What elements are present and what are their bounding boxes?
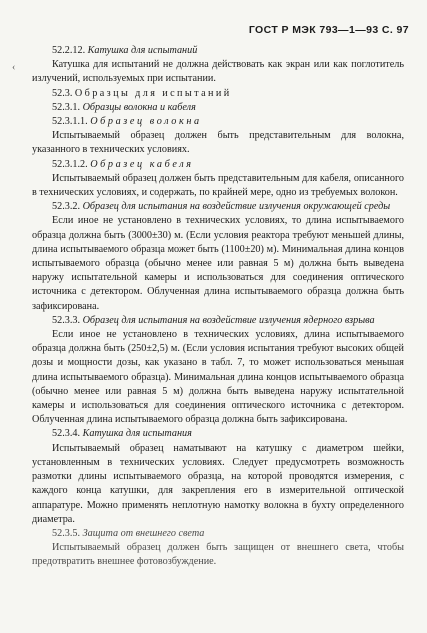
section-number: 52.3.1.2. <box>52 158 88 170</box>
document-body <box>32 44 404 570</box>
section-heading-52-3-1-1 <box>32 115 404 129</box>
section-title: Защита от внешнего света <box>82 527 205 539</box>
section-title: Образец для испытания на воздействие излучения окружающей среды <box>82 201 391 213</box>
section-title: Образец волокна <box>90 116 202 128</box>
margin-mark: ‹ <box>12 62 16 73</box>
paragraph: Если иное не установлено в технических условиях, длина испытываемого образца должна быть (250±2,5) м. (Если условия испытания требуют высоких общей дозы и мощности дозы, как указано в табл. 7, то может использоваться меньшая длина испытываемого образца). Минимальная длина концов испытываемого образца (обычно менее или равная 5 м) должна быть выведена наружу испытательной камеры и использоваться для соединения оптического источника с детектором. Облученная длина испытываемого образца должна быть зафиксирована. <box>32 329 404 426</box>
section-heading-52-3 <box>32 87 404 101</box>
section-heading-52-3-3 <box>32 314 404 328</box>
paragraph: Испытываемый образец должен быть представительным для кабеля, описанного в технических условиях, и содержать, по крайней мере, одно из требуемых волокон. <box>32 172 404 199</box>
paragraph: Испытываемый образец должен быть защищен от внешнего света, чтобы предотвратить внешнее фотовозбуждение. <box>32 542 404 568</box>
section-number: 52.3.5. <box>52 527 81 539</box>
section-title: Катушка для испытания <box>82 428 192 440</box>
section-heading-52-3-1-2 <box>32 158 404 172</box>
paragraph: Испытываемый образец наматывают на катушку с диаметром шейки, установленным в технических условиях. Следует предусмотреть возможность размотки длины испытываемого образца, на которой проводятся измерения, с каждого конца катушки, для закрепления его в измерительной оптической аппаратуре. Можно применять неплотную намотку волокна в бухту определенного диаметра. <box>32 442 404 525</box>
section-heading-52-3-1 <box>32 101 404 115</box>
section-number: 52.3. <box>52 87 73 99</box>
section-number: 52.3.4. <box>52 428 81 440</box>
section-title: Образцы волокна и кабеля <box>82 101 196 113</box>
section-title: Образец для испытания на воздействие излучения ядерного взрыва <box>82 314 375 326</box>
section-number: 52.2.12. <box>52 45 86 56</box>
section-title: Образец кабеля <box>90 158 194 170</box>
section-number: 52.3.1.1. <box>52 116 88 128</box>
section-heading-52-3-4 <box>32 427 404 441</box>
section-number: 52.3.1. <box>52 101 81 113</box>
section-title: Образцы для испытаний <box>74 87 232 99</box>
paragraph: Испытываемый образец должен быть представительным для волокна, указанного в технических условиях. <box>32 130 404 156</box>
paragraph: Если иное не установлено в технических условиях, то длина испытываемого образца должна быть (3000±30) м. (Если условия реактора требуют меньшей длины, длина испытываемого образца может быть (1100±20) м). Минимальная длина концов испытываемого образца (обычно менее или равная 5 м) должна быть выведена наружу испытательной камеры и использоваться для соединения оптического источника с детектором. Облученная длина испытываемого образца должна быть зафиксирована. <box>32 215 404 312</box>
section-number: 52.3.2. <box>52 201 81 213</box>
section-title: Катушка для испытаний <box>87 45 198 56</box>
paragraph: Катушка для испытаний не должна действовать как экран или как поглотитель излучений, используемых при испытании. <box>32 59 404 85</box>
section-heading-52-2-12 <box>32 44 404 58</box>
section-heading-52-3-5 <box>32 527 404 541</box>
page-header: ГОСТ Р МЭК 793—1—93 С. 97 <box>248 24 409 36</box>
section-heading-52-3-2 <box>32 200 404 214</box>
section-number: 52.3.3. <box>52 314 81 326</box>
